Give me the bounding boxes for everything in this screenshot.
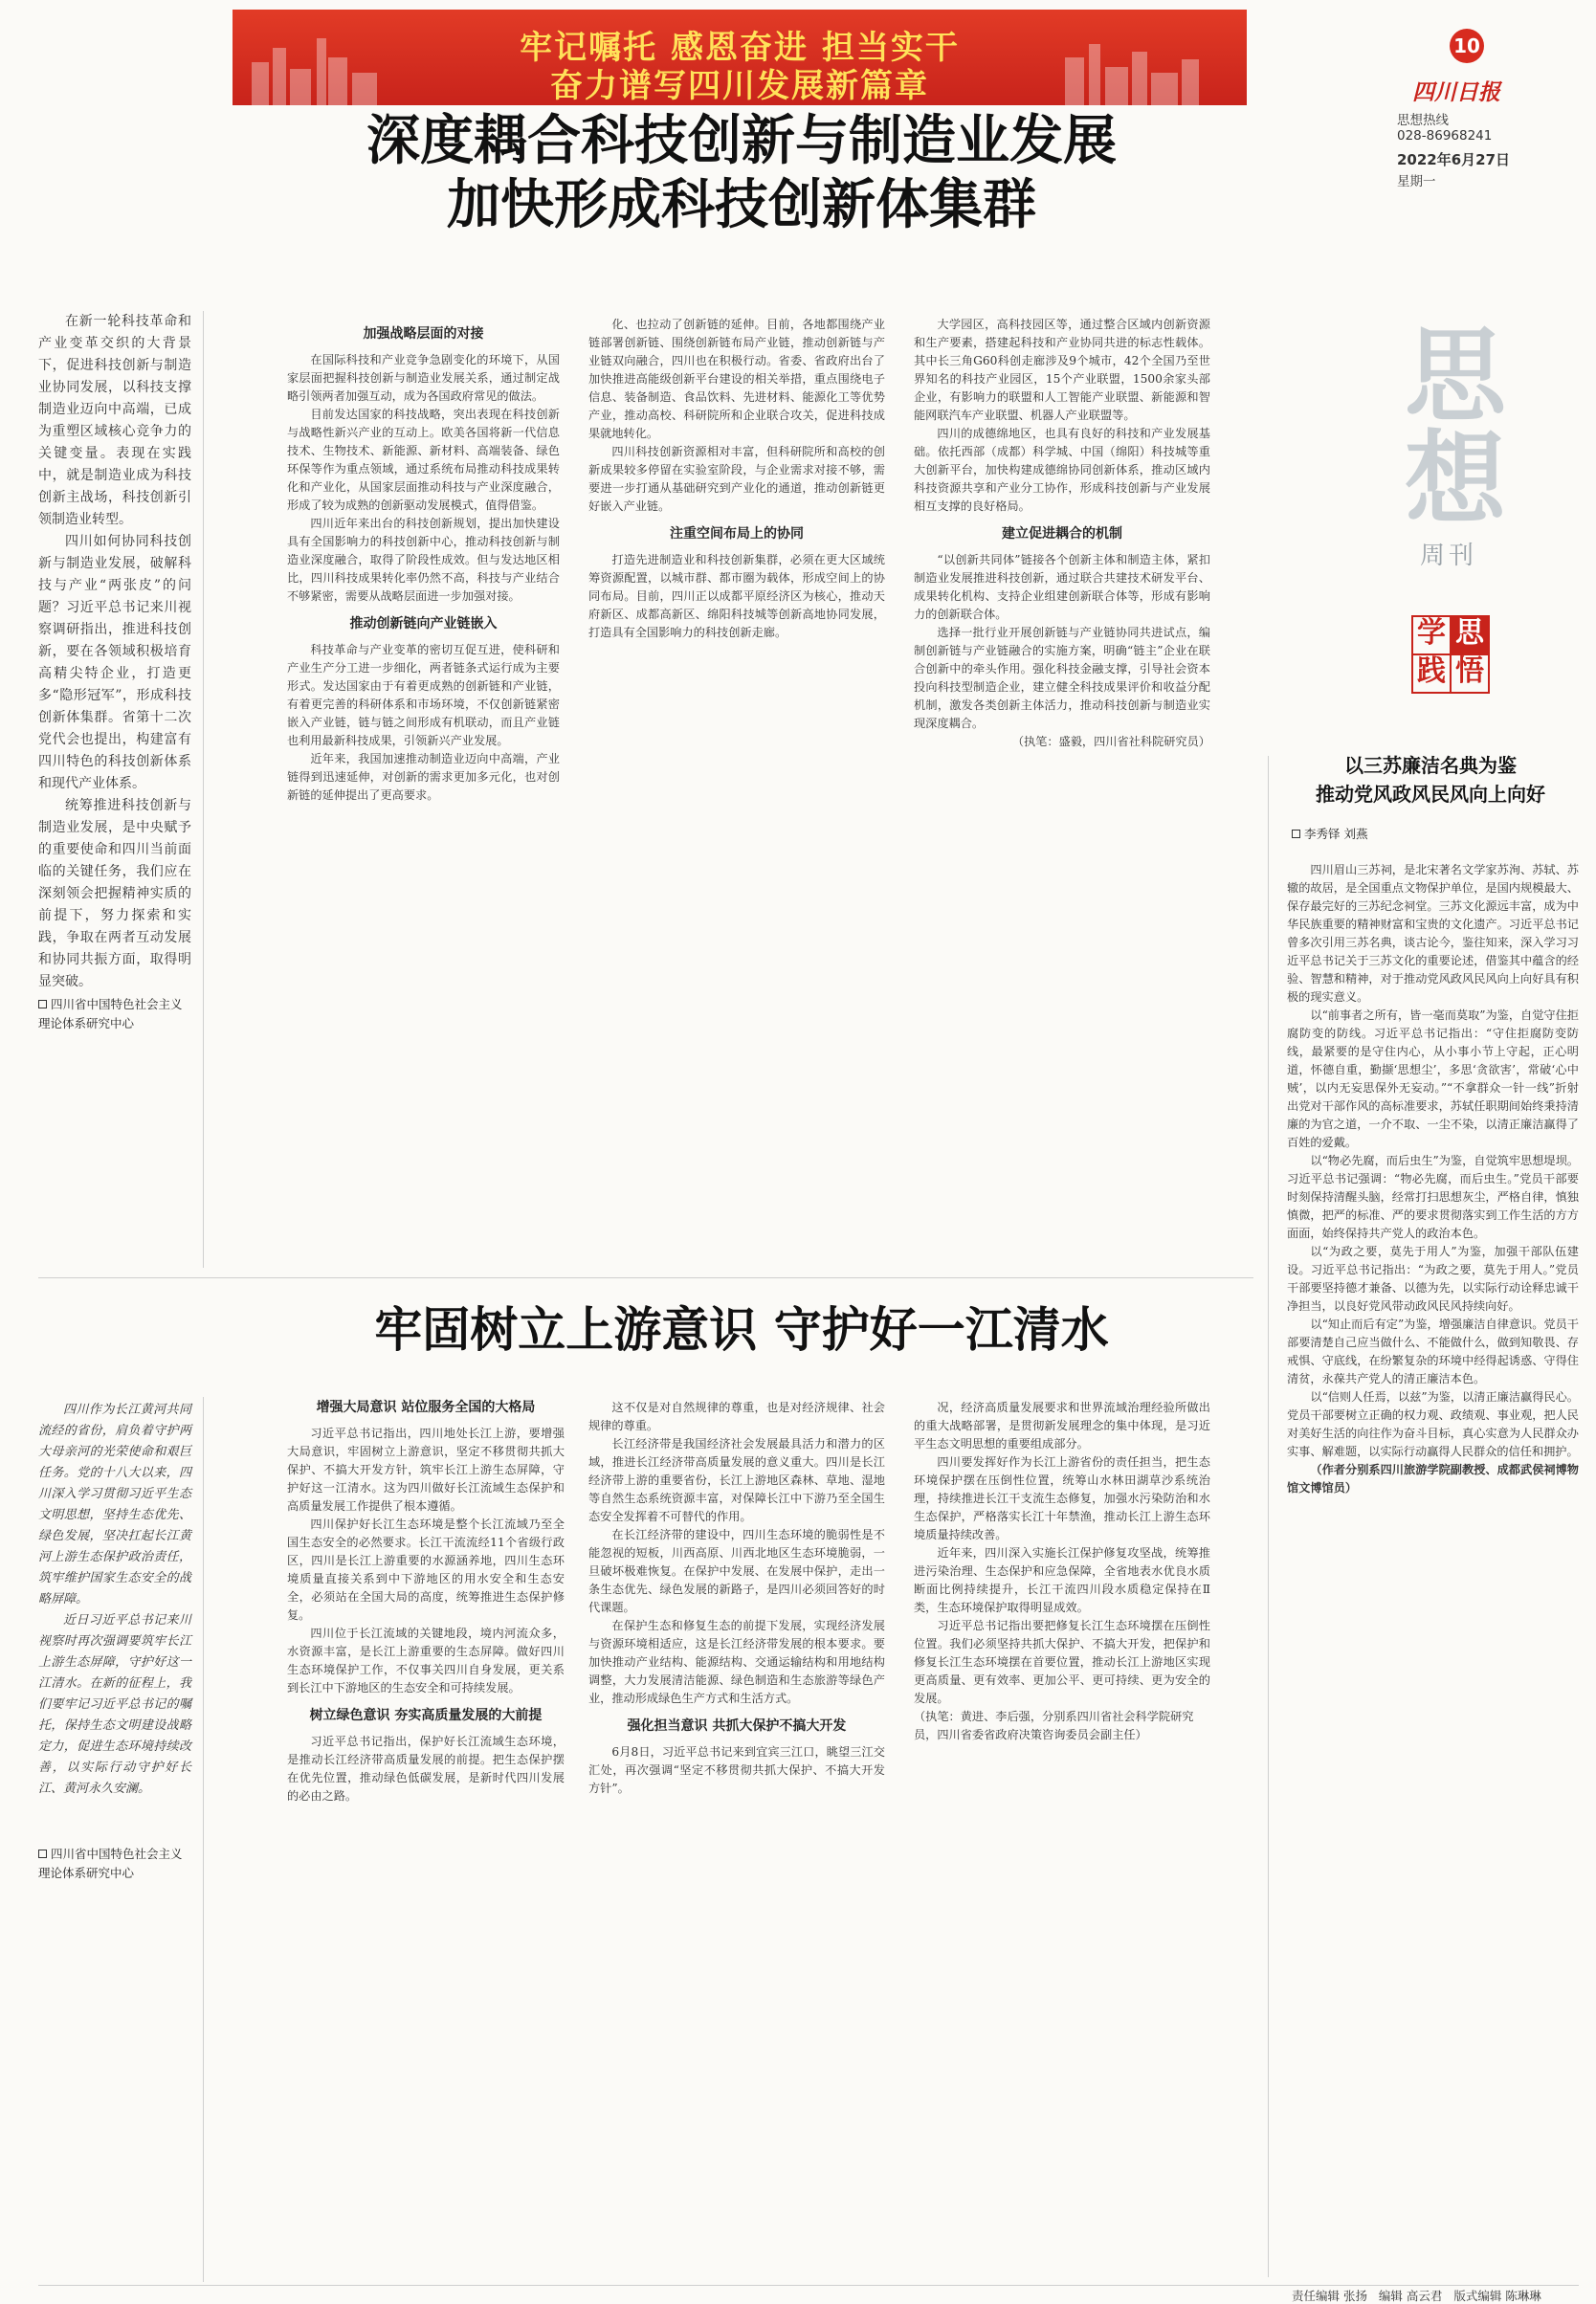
stamp-char: 践	[1411, 654, 1452, 694]
article3-paragraph: 以“为政之要，莫先于用人”为鉴，加强干部队伍建设。习近平总书记指出：“为政之要，莫先于用人。”党员干部要坚持德才兼备、以德为先，以实际行动诠释忠诚干净担当，以良好党风带动政风民风持续向好。	[1287, 1245, 1579, 1313]
article2-byline: （执笔：黄进、李后强，分别系四川省社会科学院研究员，四川省委省政府决策咨询委员会副主任）	[914, 1710, 1194, 1741]
square-bullet-icon	[1292, 830, 1300, 838]
article1-section-heading: 加强战略层面的对接	[363, 326, 484, 342]
article2-paragraph: 在长江经济带的建设中，四川生态环境的脆弱性是不能忽视的短板，川西高原、川西北地区生态环境脆弱，一旦破坏极难恢复。在保护中发展、在发展中保护，走出一条生态优先、绿色发展的新路子，是四川必须回答好的时代课题。	[588, 1528, 885, 1614]
article1-column-3	[914, 316, 1210, 1253]
article1-intro-paragraph: 统筹推进科技创新与制造业发展，是中央赋予的重要使命和四川当前面临的关键任务，我们应在深刻领会把握精神实质的前提下，努力探索和实践，争取在两者互动发展和协同共振方面，取得明显突破。	[38, 798, 191, 989]
banner-line-1: 牢记嘱托 感恩奋进 担当实干	[520, 29, 960, 67]
article3-paragraph: 四川眉山三苏祠，是北宋著名文学家苏洵、苏轼、苏辙的故居，是全国重点文物保护单位，是国内规模最大、保存最完好的三苏纪念祠堂。三苏文化源远丰富，成为中华民族重要的精神财富和宝贵的文化遗产。习近平总书记曾多次引用三苏名典，谈古论今，鉴往知来，深入学习习近平总书记关于三苏文化的重要论述，借鉴其中蕴含的经验、智慧和精神，对于推动党风政风民风向上向好具有积极的现实意义。	[1287, 863, 1579, 1004]
article2-paragraph: 长江经济带是我国经济社会发展最具活力和潜力的区域，推进长江经济带高质量发展的意义重大。四川是长江经济带上游的重要省份，长江上游地区森林、草地、湿地等自然生态系统资源丰富，对保障长江中下游乃至全国生态安全发挥着不可替代的作用。	[588, 1437, 885, 1523]
article2-paragraph: 习近平总书记指出，四川地处长江上游，要增强大局意识，牢固树立上游意识，坚定不移贯彻共抓大保护、不搞大开发方针，筑牢长江上游生态屏障，守护好这一江清水。这为四川做好长江流域生态保护和高质量发展工作提供了根本遵循。	[287, 1427, 565, 1513]
article2-paragraph: 四川位于长江流域的关键地段，境内河流众多，水资源丰富，是长江上游重要的生态屏障。做好四川生态环境保护工作，不仅事关四川自身发展，更关系到长江中下游地区的生态安全和可持续发展。	[287, 1627, 565, 1695]
footer-designer: 编辑 高云君	[1378, 2289, 1443, 2303]
article1-paragraph: 四川科技创新资源相对丰富，但科研院所和高校的创新成果较多停留在实验室阶段，与企业需求对接不够，需要进一步打通从基础研究到产业化的通道，推动创新链更好嵌入产业链。	[588, 445, 885, 513]
article2-column-1	[287, 1399, 565, 2279]
article3-paragraph: 以“前事者之所有，皆一毫而莫取”为鉴，自觉守住拒腐防变的防线。习近平总书记指出：“守住拒腐防变防线，最紧要的是守住内心，从小事小节上守起，正心明道，怀德自重，勤撷‘思想尘’，多思‘贪欲害’，常破‘心中贼’，以内无妄思保外无妄动。”“不拿群众一针一线”折射出党对干部作风的高标准要求，苏轼任职期间始终秉持清廉的为官之道，一介不取、一尘不染，以清正廉洁赢得了百姓的爱戴。	[1287, 1008, 1579, 1149]
article1-paragraph: 科技革命与产业变革的密切互促互进，使科研和产业生产分工进一步细化，两者链条式运行成为主要形式。发达国家由于有着更成熟的创新链和产业链，有着更完善的科研体系和市场环境，不仅创新链紧密嵌入产业链，链与链之间形成有机联动，而且产业链也利用最新科技成果，引领新兴产业发展。	[287, 643, 560, 747]
article2-section-heading: 强化担当意识 共抓大保护不搞大开发	[627, 1718, 847, 1734]
article2-column-3	[914, 1399, 1210, 2279]
issue-weekday: 星期一	[1397, 174, 1436, 189]
article3-byline: （作者分别系四川旅游学院副教授、成都武侯祠博物馆文博馆员）	[1287, 1463, 1579, 1495]
article1-title-line-2: 加快形成科技创新体集群	[447, 174, 1036, 236]
stamp-char: 学	[1411, 615, 1452, 655]
issue-date: 2022年6月27日	[1397, 151, 1511, 168]
article3-title-line-1: 以三苏廉洁名典为鉴	[1344, 754, 1517, 777]
square-bullet-icon	[38, 1850, 47, 1858]
article1-column-1	[287, 316, 560, 1253]
hotline-label: 思想热线	[1397, 113, 1449, 128]
square-bullet-icon	[38, 1000, 47, 1008]
banner-line-2: 奋力谱写四川发展新篇章	[550, 67, 929, 105]
stamp-char: 思	[1450, 615, 1490, 655]
article2-paragraph: 习近平总书记指出要把修复长江生态环境摆在压倒性位置。我们必须坚持共抓大保护、不搞大开发，把保护和修复长江生态环境摆在首要位置，推动长江上游地区实现更高质量、更有效率、更加公平、更可持续、更为安全的发展。	[914, 1619, 1210, 1705]
article1-paragraph: 四川的成德绵地区，也具有良好的科技和产业发展基础。依托西部（成都）科学城、中国（绵阳）科技城等重大创新平台，加快构建成德绵协同创新体系，推动区域内科技资源共享和产业分工协作，形成科技创新与产业发展相互支撑的良好格局。	[914, 427, 1210, 513]
article1-section-heading: 推动创新链向产业链嵌入	[349, 616, 498, 631]
article3-body	[1287, 861, 1579, 2277]
top-banner	[233, 10, 1247, 105]
xue-si-jian-wu-stamp	[1411, 615, 1492, 696]
article2-paragraph: 近年来，四川深入实施长江保护修复攻坚战，统筹推进污染治理、生态保护和应急保障，全省地表水优良水质断面比例持续提升，长江干流四川段水质稳定保持在Ⅱ类，生态环境保护取得明显成效。	[914, 1546, 1210, 1614]
article1-byline: （执笔：盛毅，四川省社科院研究员）	[1011, 735, 1210, 748]
article1-author	[38, 995, 191, 1033]
article1-column-2	[588, 316, 885, 1253]
article2-paragraph: 四川保护好长江生态环境是整个长江流域乃至全国生态安全的必然要求。长江干流流经11个省级行政区，四川是长江上游重要的水源涵养地，四川生态环境质量直接关系到中下游地区的用水安全和生态安全，必须站在全国大局的高度，统筹推进生态保护修复。	[287, 1518, 565, 1622]
footer-editor: 责任编辑 张扬	[1292, 2289, 1367, 2303]
article1-intro-paragraph: 四川如何协同科技创新与制造业发展，破解科技与产业“两张皮”的问题？习近平总书记来川视察调研指出，推进科技创新，要在各领域积极培育高精尖特企业，打造更多“隐形冠军”，形成科技创新体集群。省第十二次党代会也提出，构建富有四川特色的科技创新体系和现代产业体系。	[38, 534, 191, 791]
section-divider	[38, 1277, 1253, 1278]
column-divider	[203, 1397, 204, 2282]
stamp-char: 悟	[1450, 654, 1490, 694]
article1-section-heading: 注重空间布局上的协同	[670, 526, 804, 542]
article2-author-text: 四川省中国特色社会主义理论体系研究中心	[38, 1847, 183, 1880]
article2-paragraph: 况，经济高质量发展要求和世界流域治理经验所做出的重大战略部署，是贯彻新发展理念的集中体现，是习近平生态文明思想的重要组成部分。	[914, 1401, 1210, 1451]
footer-rule	[38, 2285, 1579, 2286]
article3-paragraph: 以“物必先腐，而后虫生”为鉴，自觉筑牢思想堤坝。习近平总书记强调：“物必先腐，而后虫生。”党员干部要时刻保持清醒头脑，经常打扫思想灰尘，严格自律，慎独慎微，把严的标准、严的要求贯彻落实到工作生活的方方面面，始终保持共产党人的政治本色。	[1287, 1154, 1579, 1240]
column-divider	[1268, 756, 1269, 2277]
article2-section-heading: 增强大局意识 站位服务全国的大格局	[316, 1400, 536, 1415]
footer-layout: 版式编辑 陈琳琳	[1453, 2289, 1541, 2303]
article1-title-line-1: 深度耦合科技创新与制造业发展	[366, 110, 1117, 172]
article2-column-2	[588, 1399, 885, 2279]
article2-paragraph: 这不仅是对自然规律的尊重，也是对经济规律、社会规律的尊重。	[588, 1401, 885, 1432]
article1-paragraph: 大学园区，高科技园区等，通过整合区域内创新资源和生产要素，搭建起科技和产业协同共进的标志性载体。其中长三角G60科创走廊涉及9个城市，42个全国乃至世界知名的科技产业园区，15个产业联盟，1500余家头部企业，有影响力的联盟和人工智能产业联盟、新能源和智能网联汽车产业联盟、机器人产业联盟等。	[914, 318, 1210, 422]
article2-intro-paragraph: 四川作为长江黄河共同流经的省份，肩负着守护两大母亲河的光荣使命和艰巨任务。党的十八大以来，四川深入学习贯彻习近平生态文明思想，坚持生态优先、绿色发展，坚决扛起长江黄河上游生态保护政治责任，筑牢维护国家生态安全的战略屏障。	[38, 1403, 191, 1606]
page-footer	[1292, 2287, 1579, 2304]
article2-paragraph: 习近平总书记指出，保护好长江流域生态环境，是推动长江经济带高质量发展的前提。把生态保护摆在优先位置，推动绿色低碳发展，是新时代四川发展的必由之路。	[287, 1735, 565, 1803]
article2-title: 牢固树立上游意识 守护好一江清水	[374, 1302, 1109, 1358]
column-suffix: 周刊	[1420, 542, 1478, 570]
article3-author	[1292, 825, 1579, 844]
article1-paragraph: 打造先进制造业和科技创新集群，必须在更大区域统筹资源配置，以城市群、都市圈为载体，形成空间上的协同布局。目前，四川正以成都平原经济区为核心，推动天府新区、成都高新区、绵阳科技城等创新高地协同发展，打造具有全国影响力的科技创新走廊。	[588, 553, 885, 639]
article2-paragraph: 6月8日，习近平总书记来到宜宾三江口，眺望三江交汇处，再次强调“坚定不移贯彻共抓大保护、不搞大开发方针”。	[588, 1745, 885, 1795]
column-title-char-1: 思	[1405, 316, 1506, 435]
article2-paragraph: 四川要发挥好作为长江上游省份的责任担当，把生态环境保护摆在压倒性位置，统筹山水林田湖草沙系统治理，持续推进长江干支流生态修复，加强水污染防治和水生态保护，严格落实长江十年禁渔，推动长江上游生态环境质量持续改善。	[914, 1455, 1210, 1541]
article1-section-heading: 建立促进耦合的机制	[1002, 526, 1122, 542]
article3-author-text: 李秀铎 刘燕	[1304, 827, 1368, 841]
newspaper-logo: 四川日报	[1412, 79, 1500, 105]
hotline-number: 028-86968241	[1397, 128, 1493, 144]
column-divider	[203, 311, 204, 1268]
column-title-char-2: 想	[1405, 419, 1506, 539]
article1-author-text: 四川省中国特色社会主义理论体系研究中心	[38, 997, 183, 1030]
article1-paragraph: 四川近年来出台的科技创新规划，提出加快建设具有全国影响力的科技创新中心，推动科技创新与制造业深度融合，取得了阶段性成效。但与发达地区相比，四川科技成果转化率仍然不高，科技与产业结合不够紧密，需要从战略层面进一步加强对接。	[287, 517, 560, 603]
article1-paragraph: 在国际科技和产业竞争急剧变化的环境下，从国家层面把握科技创新与制造业发展关系，通过制定战略引领两者加强互动，成为各国政府常见的做法。	[287, 353, 560, 403]
article1-paragraph: 选择一批行业开展创新链与产业链协同共进试点，编制创新链与产业链融合的实施方案，明确“链主”企业在联合创新中的牵头作用。强化科技金融支撑，引导社会资本投向科技型制造企业，建立健全科技成果评价和收益分配机制，激发各类创新主体活力，推动科技创新与制造业实现深度耦合。	[914, 626, 1210, 730]
article2-intro	[38, 1400, 191, 1800]
article3-title-line-2: 推动党风政风民风向上向好	[1316, 783, 1545, 806]
article1-paragraph: 化、也拉动了创新链的延伸。目前，各地都围绕产业链部署创新链、围绕创新链布局产业链，推动创新链与产业链双向融合，四川也在积极行动。省委、省政府出台了加快推进高能级创新平台建设的相关举措，重点围绕电子信息、装备制造、食品饮料、先进材料、能源化工等优势产业，推动高校、科研院所和企业联合攻关，促进科技成果就地转化。	[588, 318, 885, 440]
article2-intro-paragraph: 近日习近平总书记来川视察时再次强调要筑牢长江上游生态屏障，守护好这一江清水。在新的征程上，我们要牢记习近平总书记的嘱托，保持生态文明建设战略定力，促进生态环境持续改善，以实际行动守护好长江、黄河永久安澜。	[38, 1613, 191, 1796]
article3-paragraph: 以“知止而后有定”为鉴，增强廉洁自律意识。党员干部要清楚自己应当做什么、不能做什么，做到知敬畏、存戒惧、守底线，在纷繁复杂的环境中经得起诱惑、守得住清贫，永葆共产党人的清正廉洁本色。	[1287, 1318, 1579, 1385]
page-number-badge: 10	[1450, 29, 1484, 63]
article2-section-heading: 树立绿色意识 夯实高质量发展的大前提	[309, 1708, 543, 1723]
article1-paragraph: 目前发达国家的科技战略，突出表现在科技创新与战略性新兴产业的互动上。欧美各国将新一代信息技术、生物技术、新能源、新材料、高端装备、绿色环保等作为重点领域，通过系统布局推动科技成果转化和产业化，从国家层面推动科技与产业深度融合，形成了较为成熟的创新驱动发展模式，值得借鉴。	[287, 408, 560, 512]
article2-author	[38, 1845, 191, 1883]
article2-paragraph: 在保护生态和修复生态的前提下发展，实现经济发展与资源环境相适应，这是长江经济带发展的根本要求。要加快推动产业结构、能源结构、交通运输结构和用地结构调整，大力发展清洁能源、绿色制造和生态旅游等绿色产业，推动形成绿色生产方式和生活方式。	[588, 1619, 885, 1705]
article3-paragraph: 以“信则人任焉，以兹”为鉴，以清正廉洁赢得民心。党员干部要树立正确的权力观、政绩观、事业观，把人民对美好生活的向往作为奋斗目标，真心实意为人民群众办实事、解难题，以实际行动赢得人民群众的信任和拥护。	[1287, 1390, 1579, 1458]
article1-paragraph: “以创新共同体”链接各个创新主体和制造主体，紧扣制造业发展推进科技创新，通过联合共建技术研发平台、成果转化机构、支持企业组建创新联合体等，形成有影响力的创新联合体。	[914, 553, 1210, 621]
article1-paragraph: 近年来，我国加速推动制造业迈向中高端，产业链得到迅速延伸，对创新的需求更加多元化，也对创新链的延伸提出了更高要求。	[287, 752, 560, 802]
article1-intro-paragraph: 在新一轮科技革命和产业变革交织的大背景下，促进科技创新与制造业协同发展，以科技支撑制造业迈向中高端，已成为重塑区域核心竞争力的关键变量。表现在实践中，就是制造业成为科技创新主战场，科技创新引领制造业转型。	[38, 314, 191, 527]
article1-intro	[38, 311, 191, 993]
